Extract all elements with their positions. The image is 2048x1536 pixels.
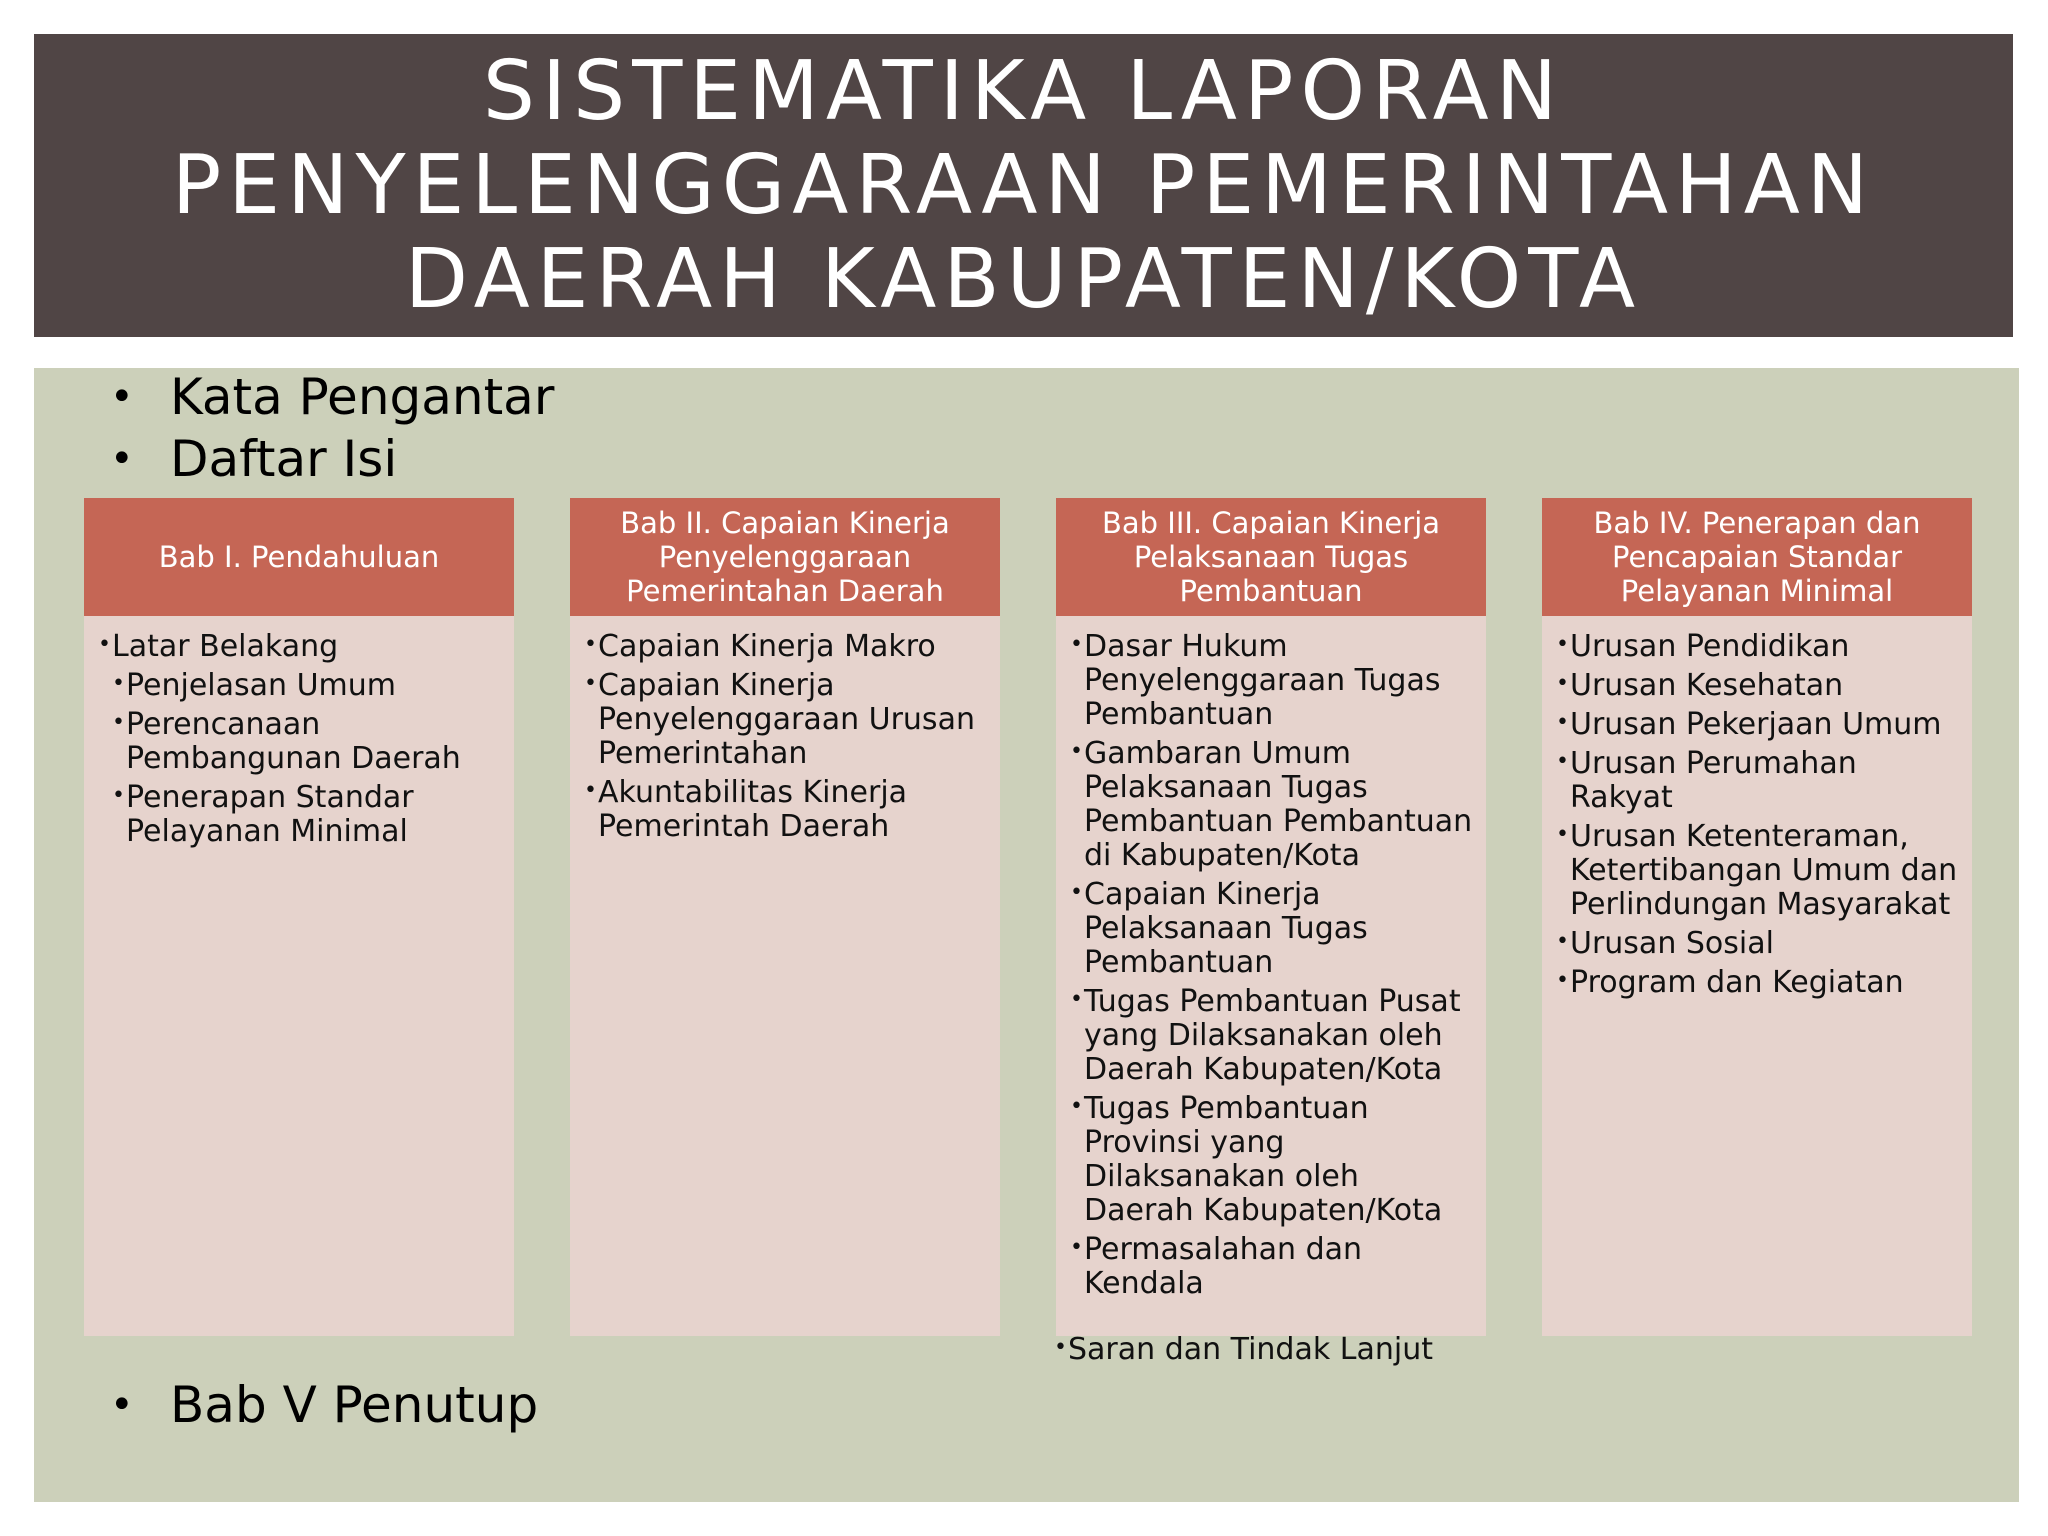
column-bab-2 [570, 498, 1000, 1336]
bullet-kata-pengantar [70, 368, 554, 426]
bullet-marker: • [1556, 968, 1569, 993]
column-bab-3 [1056, 498, 1486, 1336]
list-item: • Akuntabilitas Kinerja Pemerintah Daerah [584, 775, 908, 844]
bullet-label: Bab V Penutup [170, 1376, 539, 1434]
bullet-marker: • [1070, 1094, 1083, 1119]
list-item: • Capaian Kinerja Pelaksanaan Tugas Pembantuan [1070, 877, 1368, 980]
bullet-daftar-isi [70, 430, 397, 488]
bullet-label: Daftar Isi [170, 430, 398, 488]
column-body [570, 616, 1000, 1336]
bullet-marker: • [1556, 710, 1569, 735]
column-bab-4 [1542, 498, 1972, 1336]
bullet-marker: • [112, 783, 125, 808]
title-banner [34, 34, 2013, 337]
list-item: • Perencanaan Pembangunan Daerah [112, 707, 461, 776]
list-item: • Urusan Pendidikan [1556, 629, 1850, 664]
bullet-marker: • [1556, 671, 1569, 696]
column-bab-1 [84, 498, 514, 1336]
bullet-marker: • [1070, 739, 1083, 764]
list-item: • Urusan Perumahan Rakyat [1556, 746, 1857, 815]
title-line-3: DAERAH KABUPATEN/KOTA [404, 231, 1643, 327]
bullet-penutup [70, 1376, 538, 1434]
title-line-2: PENYELENGGARAAN PEMERINTAHAN [171, 137, 1876, 233]
list-item: • Urusan Ketenteraman, Ketertibangan Umum dan Perlindungan Masyarakat [1556, 819, 1958, 922]
column-header: Bab II. Capaian Kinerja Penyelenggaraan Pemerintahan Daerah [570, 498, 1000, 616]
column-header: Bab IV. Penerapan dan Pencapaian Standar Pelayanan Minimal [1542, 498, 1972, 616]
bullet-marker: • [110, 1382, 134, 1428]
slide-title [172, 45, 1875, 327]
list-item: • Tugas Pembantuan Pusat yang Dilaksanakan oleh Daerah Kabupaten/Kota [1070, 984, 1461, 1087]
bullet-label: Kata Pengantar [170, 368, 555, 426]
bullet-marker: • [584, 778, 597, 803]
bullet-marker: • [1556, 822, 1569, 847]
list-item: • Urusan Sosial [1556, 926, 1774, 961]
list-item: • Urusan Kesehatan [1556, 668, 1844, 703]
bullet-marker: • [1556, 632, 1569, 657]
list-item: • Program dan Kegiatan [1556, 965, 1904, 1000]
column-body [1542, 616, 1972, 1336]
list-item: • Penjelasan Umum [112, 668, 396, 703]
bullet-marker: • [112, 710, 125, 735]
bullet-marker: • [112, 671, 125, 696]
bullet-marker: • [110, 374, 134, 420]
bullet-marker: • [1070, 880, 1083, 905]
column-header: Bab III. Capaian Kinerja Pelaksanaan Tugas Pembantuan [1056, 498, 1486, 616]
bullet-marker: • [98, 632, 111, 657]
bullet-marker: • [1556, 749, 1569, 774]
bullet-marker: • [1070, 1235, 1083, 1260]
bullet-marker: • [584, 632, 597, 657]
column-body [1056, 616, 1486, 1336]
list-item-overflow: • Saran dan Tindak Lanjut [1054, 1332, 1433, 1367]
list-item: • Capaian Kinerja Penyelenggaraan Urusan Pemerintahan [584, 668, 975, 771]
bullet-marker: • [1070, 987, 1083, 1012]
list-item: • Tugas Pembantuan Provinsi yang Dilaksanakan oleh Daerah Kabupaten/Kota [1070, 1091, 1443, 1228]
title-line-1: SISTEMATIKA LAPORAN [482, 43, 1565, 139]
list-item: • Penerapan Standar Pelayanan Minimal [112, 780, 414, 849]
list-item: • Dasar Hukum Penyelenggaraan Tugas Pembantuan [1070, 629, 1441, 732]
list-item: • Permasalahan dan Kendala [1070, 1232, 1363, 1301]
list-item: • Urusan Pekerjaan Umum [1556, 707, 1942, 742]
list-item: • Latar Belakang [98, 629, 339, 664]
list-item: • Gambaran Umum Pelaksanaan Tugas Pembantuan Pembantuan di Kabupaten/Kota [1070, 736, 1473, 873]
bullet-marker: • [1070, 632, 1083, 657]
bullet-marker: • [1054, 1335, 1067, 1360]
column-header: Bab I. Pendahuluan [84, 498, 514, 616]
list-item: • Capaian Kinerja Makro [584, 629, 936, 664]
bullet-marker: • [110, 436, 134, 482]
bullet-marker: • [584, 671, 597, 696]
bullet-marker: • [1556, 929, 1569, 954]
column-body [84, 616, 514, 1336]
